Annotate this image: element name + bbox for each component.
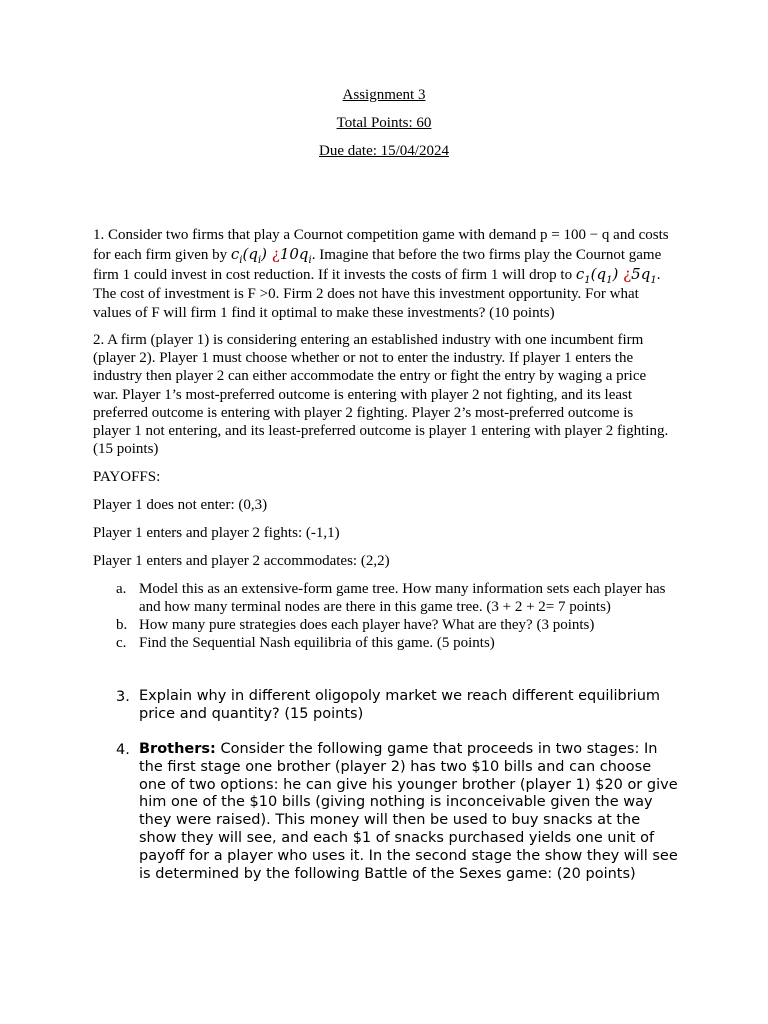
payoffs-label: PAYOFFS: [93,469,161,485]
reduced-cost-formula: $c_1(q_1)$ ¿$5q_1$ [575,265,657,286]
subpart-c: Find the Sequential Nash equilibria of this game. (5 points) [139,635,495,651]
assignment-title: Assignment 3 [342,87,426,103]
subpart-mark: a. [116,581,127,597]
question-4-number: 4. [116,742,130,758]
cost-function-formula: $c_i(q_i)$ ¿$10q_i$ [230,245,312,266]
question-4-text: Consider the following game that proceeds in two stages: In the first stage one brother (player 2) has two $10 bills and can choose one of two options: he can give his younger brother (player 1) $20 or give him one of the $10 bills (giving nothing is inconceivable given the way they were raised). This money will then be used to buy snacks at the show they will see, and each $1 of snacks purchased yields one unit of payoff for a player who uses it. In the second stage the show they will see is determined by the following Battle of the Sexes game: (20 points) [139,741,678,882]
payoff-line: Player 1 enters and player 2 fights: (-1,1) [93,525,340,541]
subpart-a: Model this as an extensive-form game tree. How many information sets each player has and how many terminal nodes are there in this game tree. (3 + 2 + 2= 7 points) [139,581,666,615]
due-date: Due date: 15/04/2024 [319,143,449,159]
question-4 [139,741,679,883]
question-3: Explain why in different oligopoly market we reach different equilibrium price and quantity? (15 points) [139,688,661,722]
q1-text-part1: 1. Consider two firms that play a Cournot competition game with demand p = 100 − q and costs for each firm given by [93,227,669,263]
question-1 [93,226,673,323]
payoff-line: Player 1 does not enter: (0,3) [93,497,268,513]
subpart-b: How many pure strategies does each player have? What are they? (3 points) [139,617,595,633]
question-2: 2. A firm (player 1) is considering entering an established industry with one incumbent firm (player 2). Player 1 must choose whether or not to enter the industry. If player 1 enters the industry then player 2 can either accommodate the entry or fight the entry by waging a price war. Player 1’s most-preferred outcome is entering with player 2 not fighting, and its least preferred outcome is entering with player 2 fighting. Player 2’s most-preferred outcome is player 1 not entering, and its least-preferred outcome is player 1 entering with player 2 fighting. (15 points) [93,332,669,458]
question-3-number: 3. [116,689,130,705]
total-points: Total Points: 60 [336,115,432,131]
subpart-mark: c. [116,635,127,651]
q1-text-part2: . Imagine that before the two firms play the Cournot game firm 1 could invest in cost reduction. If it invests the costs of firm 1 will drop to [93,247,662,283]
payoff-line: Player 1 enters and player 2 accommodates: (2,2) [93,553,390,569]
subpart-mark: b. [116,617,128,633]
q1-text-part3: . The cost of investment is F >0. Firm 2 does not have this investment opportunity. For what values of F will firm 1 find it optimal to make these investments? (10 points) [93,267,661,321]
brothers-heading: Brothers: [139,741,216,757]
